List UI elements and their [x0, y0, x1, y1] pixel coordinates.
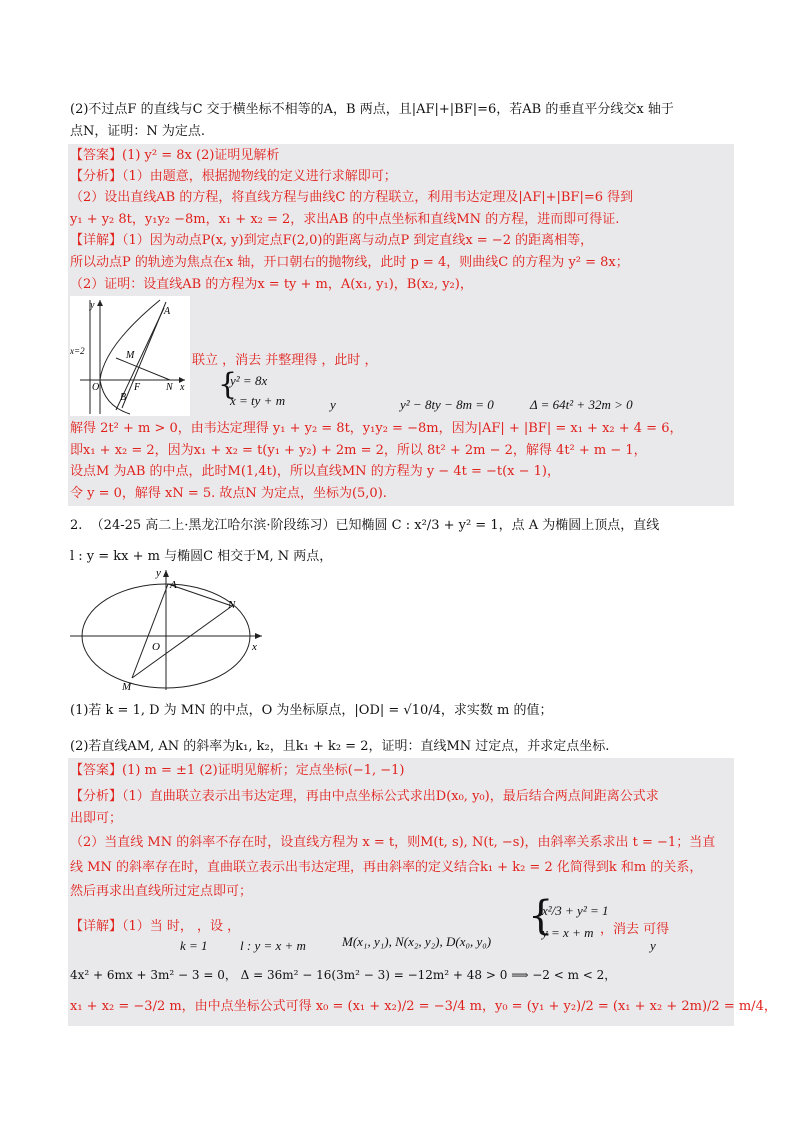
fig1-label-f: F: [134, 382, 141, 393]
analysis-line-2: （2）设出直线AB 的方程，将直线方程与曲线C 的方程联立，利用韦达定理及|AF|+|BF|=6 得到: [70, 190, 634, 205]
problem-number: 2.: [70, 518, 83, 533]
fig2-label-m: M: [122, 681, 132, 693]
eliminate-text: ，消去 可得: [600, 922, 670, 937]
quad-line: 4x² + 6mx + 3m² − 3 = 0， Δ = 36m² − 16(3m² − 3) = −12m² + 48 > 0 ⟹ −2 < m < 2，: [70, 968, 617, 982]
solution-line-4: 令 y = 0，解得 xN = 5. 故点N 为定点，坐标为(5,0).: [70, 486, 387, 501]
detail-line-1: 【详解】（1）因为动点P(x, y)到定点F(2,0)的距离与动点P 到定直线x = −2 的距离相等，: [70, 233, 594, 248]
detail-line-2: 所以动点P 的轨迹为焦点在x 轴，开口朝右的抛物线，此时 p = 4，则曲线C 的方程为 y² = 8x；: [70, 255, 629, 270]
points-mnd: M(x₁, y₁), N(x₂, y₂), D(x₀, y₀): [342, 934, 492, 949]
fig1-label-x2: x=2: [70, 346, 85, 356]
problem-2-header: [70, 517, 659, 535]
fig1-label-o: O: [92, 382, 100, 393]
k-equals-1: k = 1: [180, 938, 208, 953]
analysis2-line-1: 【分析】（1）直曲联立表示出韦达定理，再由中点坐标公式求出D(x₀, y₀)，最后结合两点间距离公式求: [70, 789, 659, 804]
problem-2-source: （24-25 高二上·黑龙江哈尔滨·阶段练习）已知椭圆 C : x²/3 + y² = 1，点 A 为椭圆上顶点，直线: [90, 518, 660, 533]
system-top: y² = 8x: [230, 373, 268, 388]
question-part2: (2)不过点F 的直线与C 交于横坐标不相等的A，B 两点，且|AF|+|BF|=6，若AB 的垂直平分线交x 轴于: [70, 102, 674, 117]
fig2-label-o: O: [152, 641, 160, 653]
discriminant: Δ = 64t² + 32m > 0: [530, 397, 633, 412]
analysis2-line-4: 线 MN 的斜率存在时，直曲联立表示出韦达定理，再由斜率的定义结合k₁ + k₂ = 2 化简得到k 和m 的关系，: [70, 860, 703, 875]
fig1-label-y: y: [90, 300, 95, 311]
quadratic-eq: y² − 8ty − 8m = 0: [400, 397, 494, 412]
fig1-label-m: M: [126, 350, 135, 361]
problem-2-part1: (1)若 k = 1, D 为 MN 的中点，O 为坐标原点，|OD| = √10/4，求实数 m 的值；: [70, 703, 553, 718]
eliminate-var-2: y: [650, 938, 656, 953]
question-part2-cont: 点N，证明：N 为定点.: [70, 124, 206, 139]
fig2-label-n: N: [228, 599, 236, 611]
analysis2-line-5: 然后再求出直线所过定点即可；: [70, 884, 253, 899]
fig1-label-x: x: [180, 382, 185, 393]
analysis-line-3: y₁ + y₂ 8t，y₁y₂ −8m，x₁ + x₂ = 2，求出AB 的中点坐标和直线MN 的方程，进而即可得证.: [70, 212, 620, 227]
analysis-line-1: 【分析】（1）由题意，根据抛物线的定义进行求解即可；: [70, 169, 397, 184]
system-bottom: x = ty + m: [230, 393, 286, 408]
sys2-bottom: y = x + m: [542, 925, 594, 940]
eliminate-var: y: [330, 397, 336, 412]
problem-2-part2: (2)若直线AM, AN 的斜率为k₁, k₂，且k₁ + k₂ = 2，证明：直线MN 过定点，并求定点坐标.: [70, 739, 610, 754]
fig1-label-b: B: [120, 392, 127, 403]
solution-line-1: 解得 2t² + m > 0，由韦达定理得 y₁ + y₂ = 8t，y₁y₂ = −8m，因为|AF| + |BF| = x₁ + x₂ + 4 = 6，: [70, 421, 683, 436]
ellipse-figure: [70, 566, 270, 694]
fig1-label-n: N: [166, 382, 173, 393]
line-l-eq: l : y = x + m: [240, 938, 306, 953]
problem-2-line2: l : y = kx + m 与椭圆C 相交于M, N 两点，: [70, 549, 333, 564]
fig2-label-y: y: [156, 567, 161, 579]
detail-line-3: （2）证明：设直线AB 的方程为x = ty + m，A(x₁, y₁)，B(x₂, y₂)，: [70, 277, 473, 292]
sys2-top: x²/3 + y² = 1: [542, 903, 609, 918]
detail2-line-1: 【详解】（1）当 时， ，设 ，: [70, 919, 241, 934]
solution-line-3: 设点M 为AB 的中点，此时M(1,4t)，所以直线MN 的方程为 y − 4t = −t(x − 1)，: [70, 464, 560, 479]
fig2-label-x: x: [252, 641, 257, 653]
parabola-figure: [70, 296, 190, 416]
fig2-label-a: A: [170, 579, 177, 591]
answer-line: 【答案】(1) y² = 8x (2)证明见解析: [70, 148, 280, 163]
join-line: 联立 ，消去 并整理得 ，此时 ，: [192, 353, 378, 368]
analysis2-line-3: （2）当直线 MN 的斜率不存在时，设直线方程为 x = t，则M(t, s), N(t, −s)，由斜率关系求出 t = −1；当直: [70, 835, 716, 850]
sum-line: x₁ + x₂ = −3/2 m，由中点坐标公式可得 x₀ = (x₁ + x₂)/2 = −3/4 m，y₀ = (y₁ + y₂)/2 = (x₁ + x₂ + 2m)/2 = m/4，: [70, 999, 777, 1014]
solution-line-2: 即x₁ + x₂ = 2，因为x₁ + x₂ = t(y₁ + y₂) + 2m = 2，所以 8t² + 2m − 2，解得 4t² + m − 1，: [70, 443, 647, 458]
fig1-label-a: A: [164, 306, 171, 317]
analysis2-line-2: 出即可；: [70, 811, 123, 826]
answer-line-2: 【答案】(1) m = ±1 (2)证明见解析；定点坐标(−1, −1): [70, 763, 405, 778]
